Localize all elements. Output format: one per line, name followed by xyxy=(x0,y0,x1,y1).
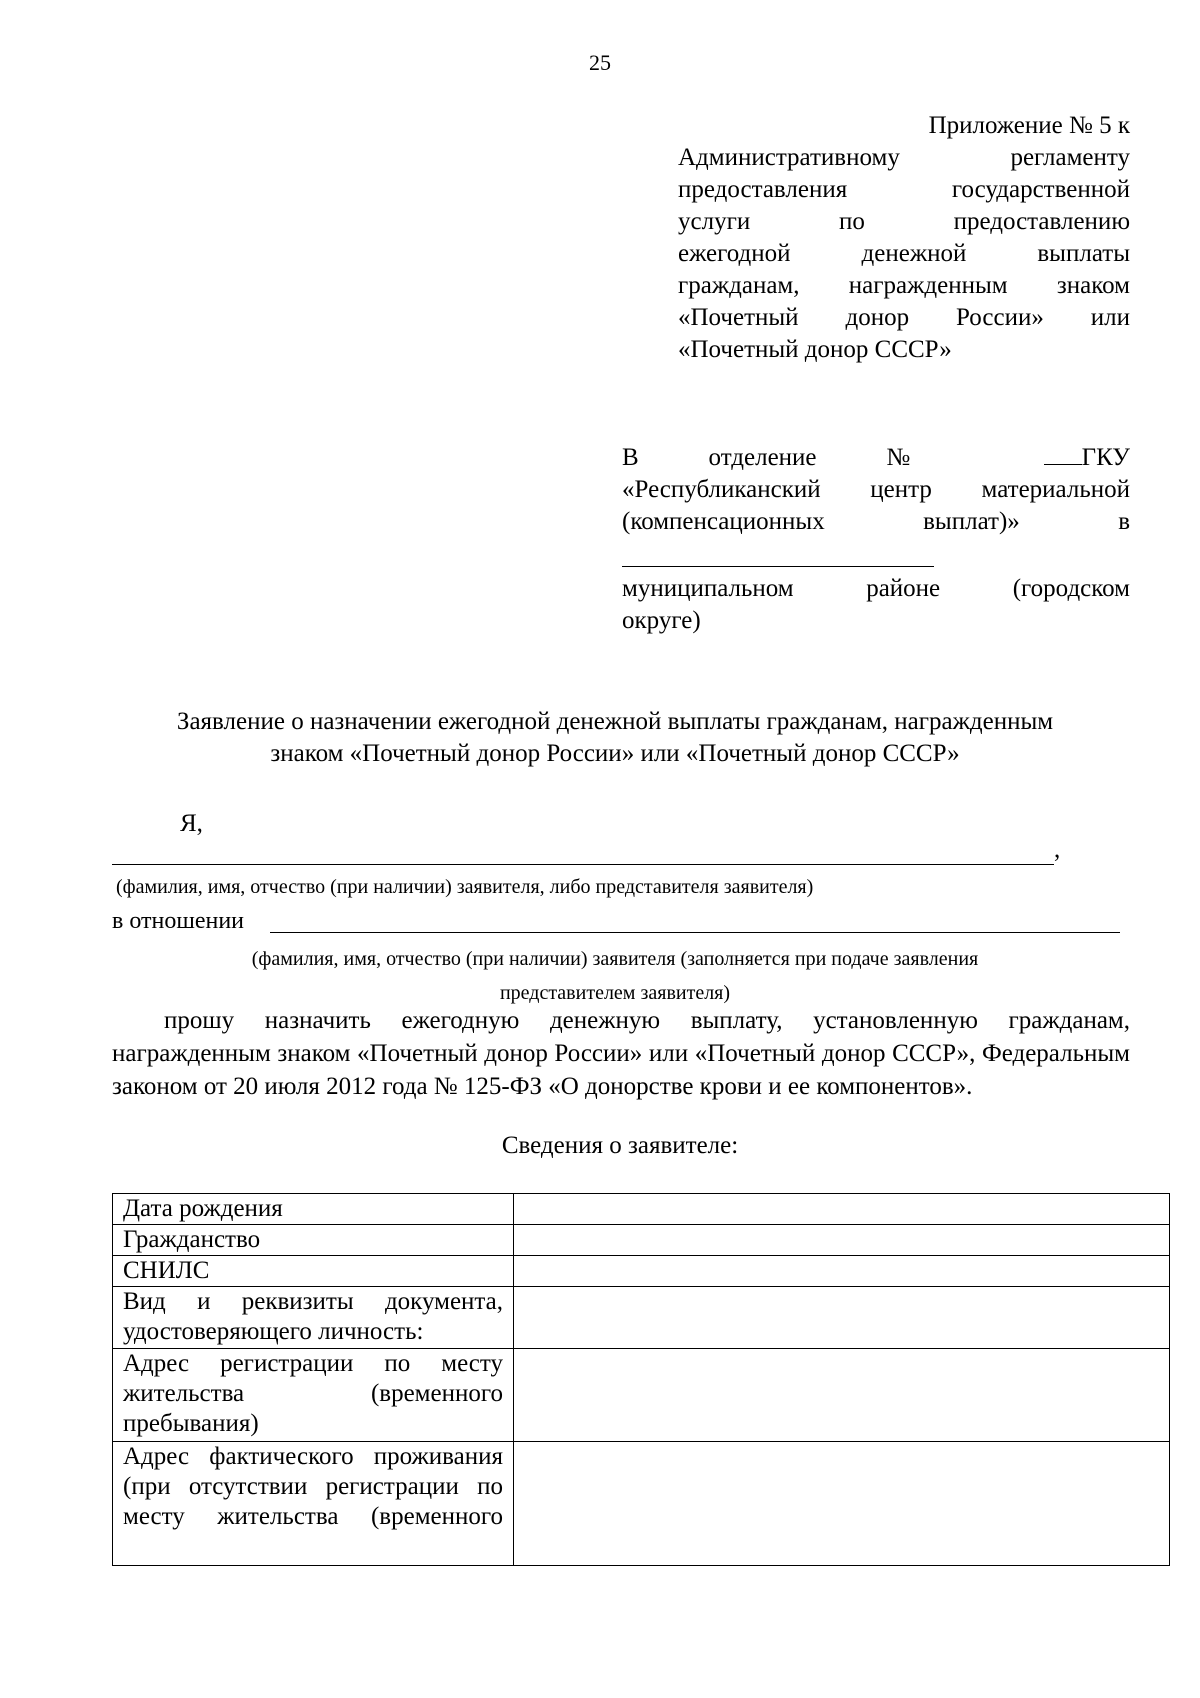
row-label: Вид и реквизиты документа, удостоверяющего личность: xyxy=(113,1287,514,1349)
appendix-line: Приложение № 5 к xyxy=(928,112,1130,139)
info-heading: Сведения о заявителе: xyxy=(501,1132,739,1159)
relation-name-field[interactable] xyxy=(270,906,1120,933)
district-name-blank[interactable] xyxy=(622,538,934,567)
addressee-line-3: (компенсационных выплат)» в xyxy=(622,508,1130,535)
row-label: СНИЛС xyxy=(113,1256,514,1287)
row-label: Адрес регистрации по месту жительства (временного пребывания) xyxy=(113,1349,514,1442)
table-row xyxy=(113,1349,1170,1442)
applicant-name-caption: (фамилия, имя, отчество (при наличии) заявителя, либо представителя заявителя) xyxy=(116,876,814,898)
addressee-gku: ГКУ xyxy=(1081,444,1130,471)
table-row xyxy=(113,1442,1170,1566)
row-label: Дата рождения xyxy=(113,1194,514,1225)
relation-caption-line-1: (фамилия, имя, отчество (при наличии) заявителя (заполняется при подаче заявления xyxy=(251,948,979,970)
appendix-line: предоставления государственной xyxy=(678,176,1130,203)
appendix-line: услуги по предоставлению xyxy=(678,208,1130,235)
document-title xyxy=(100,706,1130,770)
title-line-1: Заявление о назначении ежегодной денежной выплаты гражданам, награжденным xyxy=(176,708,1054,735)
applicant-name-field[interactable] xyxy=(112,838,1054,865)
table-row xyxy=(113,1225,1170,1256)
addressee-line-4: муниципальном районе (городском xyxy=(622,575,1130,602)
appendix-line: гражданам, награжденным знаком xyxy=(678,272,1130,299)
ya-label: Я, xyxy=(180,810,203,837)
addressee-block xyxy=(622,442,1130,637)
row-value-field[interactable] xyxy=(514,1287,1170,1349)
row-value-field[interactable] xyxy=(514,1442,1170,1566)
appendix-line: ежегодной денежной выплаты xyxy=(678,240,1130,267)
request-paragraph: прошу назначить ежегодную денежную выплату, установленную гражданам, награжденным знаком «Почетный донор России» или «Почетный донор СССР», Федеральным законом от 20 июля 2012 года № 125-ФЗ «О донорстве крови и ее компонентов». xyxy=(112,1007,1130,1100)
addressee-prefix: В отделение № xyxy=(622,444,974,471)
row-value-field[interactable] xyxy=(514,1194,1170,1225)
appendix-line: Административному регламенту xyxy=(678,144,1130,171)
addressee-line-1 xyxy=(622,442,1130,474)
applicant-info-table xyxy=(112,1193,1170,1566)
page-number: 25 xyxy=(589,50,611,75)
table-row xyxy=(113,1256,1170,1287)
addressee-line-5: округе) xyxy=(622,607,701,634)
appendix-line: «Почетный донор СССР» xyxy=(678,336,952,363)
row-value-field[interactable] xyxy=(514,1225,1170,1256)
table-row xyxy=(113,1194,1170,1225)
row-value-field[interactable] xyxy=(514,1256,1170,1287)
comma: , xyxy=(1054,836,1061,863)
table-row xyxy=(113,1287,1170,1349)
relation-caption-line-2: представителем заявителя) xyxy=(499,982,731,1004)
appendix-block xyxy=(678,110,1130,366)
relation-caption xyxy=(100,942,1130,1010)
row-value-field[interactable] xyxy=(514,1349,1170,1442)
department-number-blank[interactable] xyxy=(1044,442,1082,465)
addressee-line-2: «Республиканский центр материальной xyxy=(622,476,1130,503)
row-label: Гражданство xyxy=(113,1225,514,1256)
relation-label: в отношении xyxy=(112,908,245,934)
appendix-line: «Почетный донор России» или xyxy=(678,304,1130,331)
row-label: Адрес фактического проживания (при отсутствии регистрации по месту жительства (временного xyxy=(113,1442,514,1566)
title-line-2: знаком «Почетный донор России» или «Почетный донор СССР» xyxy=(270,740,960,767)
